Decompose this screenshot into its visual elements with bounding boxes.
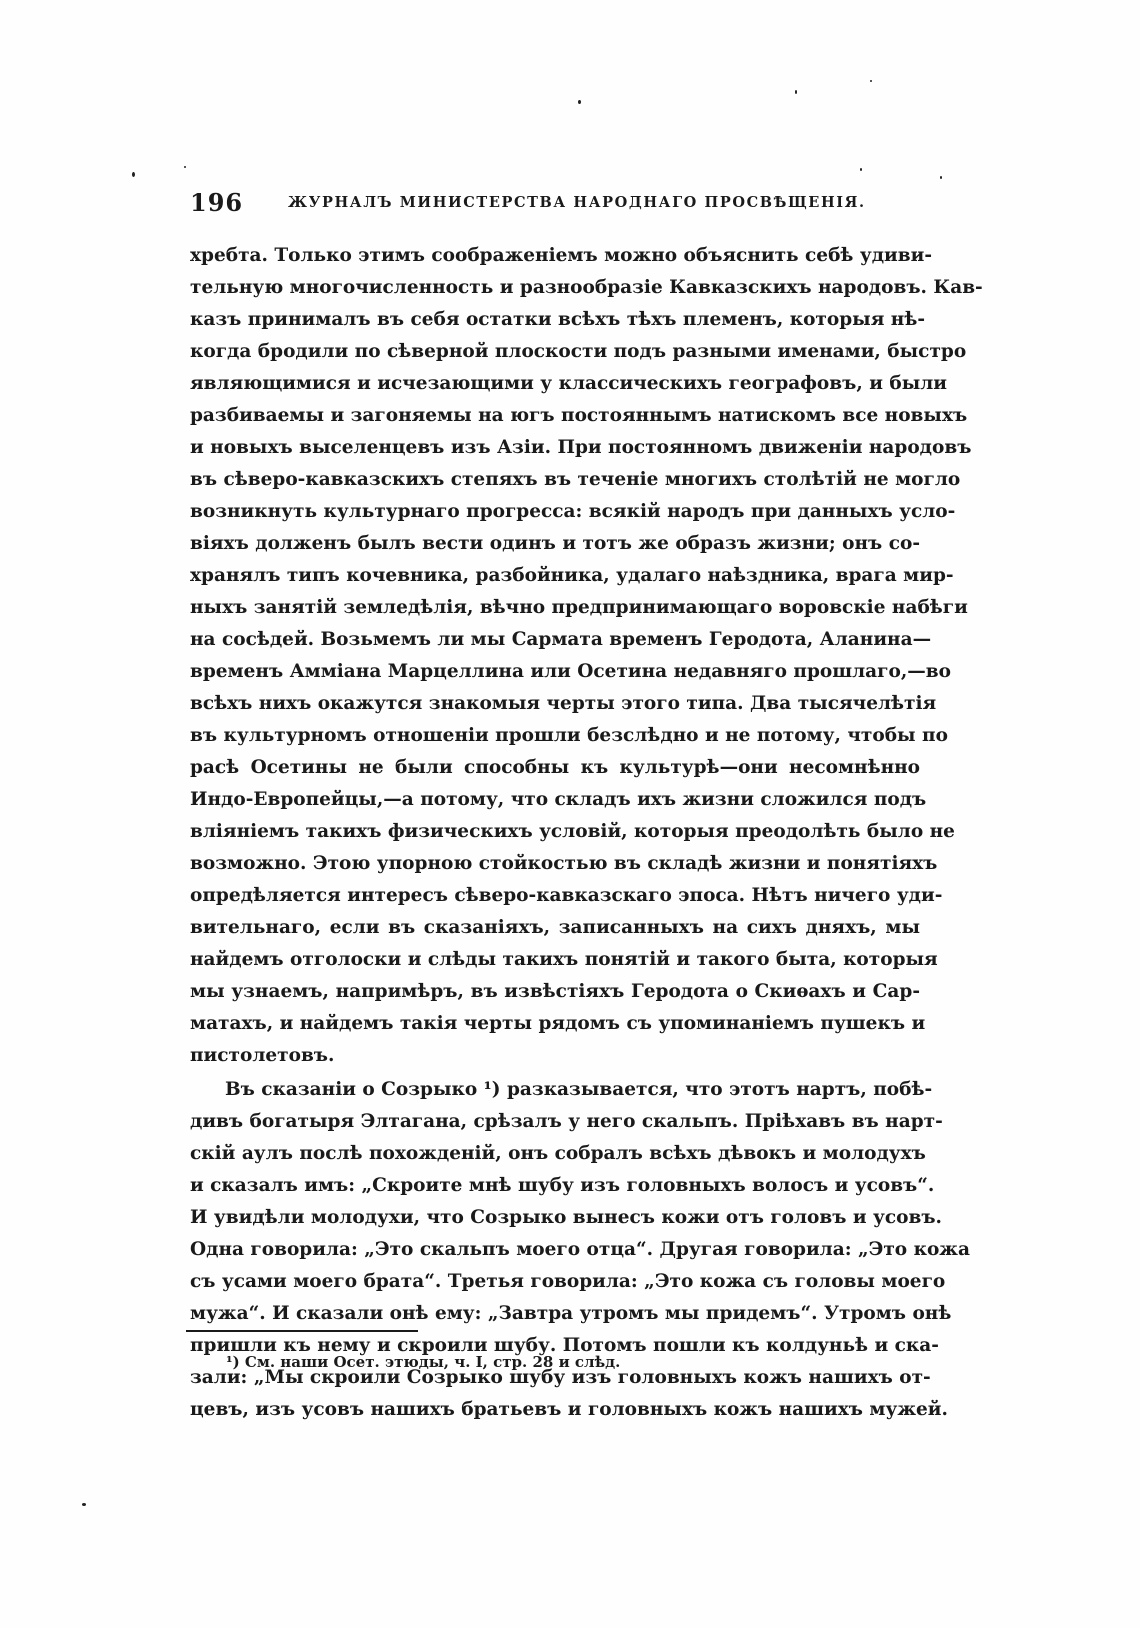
text-line: возможно. Этою упорною стойкостью въ складѣ жизни и понятіяхъ	[190, 853, 938, 874]
scan-speck	[870, 80, 872, 82]
text-line: вительнаго, если въ сказаніяхъ, записанныхъ на сихъ дняхъ, мы	[190, 917, 920, 938]
scan-speck	[82, 1503, 86, 1506]
page-number: 196	[190, 188, 244, 217]
text-line: віяхъ долженъ былъ вести одинъ и тотъ же образъ жизни; онъ со-	[190, 533, 920, 554]
text-line: Въ сказаніи о Созрыко ¹) разказывается, что этотъ нартъ, побѣ-	[225, 1079, 933, 1100]
text-line: въ культурномъ отношеніи прошли безслѣдно и не потому, чтобы по	[190, 725, 948, 746]
page-header	[190, 188, 920, 218]
text-line: хранялъ типъ кочевника, разбойника, удалаго наѣздника, врага мир-	[190, 565, 954, 586]
scan-speck	[184, 166, 186, 168]
scan-speck	[795, 90, 797, 94]
text-line: и сказалъ имъ: „Скроите мнѣ шубу изъ головныхъ волосъ и усовъ“.	[190, 1175, 935, 1196]
footnote: ¹) См. наши Осет. этюды, ч. I, стр. 28 и слѣд.	[226, 1353, 621, 1371]
text-line: пистолетовъ.	[190, 1045, 335, 1066]
text-line: когда бродили по сѣверной плоскости подъ разными именами, быстро	[190, 341, 967, 362]
text-line: тельную многочисленность и разнообразіе Кавказскихъ народовъ. Кав-	[190, 277, 983, 298]
text-line: опредѣляется интересъ сѣверо-кавказскаго эпоса. Нѣтъ ничего уди-	[190, 885, 943, 906]
text-line: И увидѣли молодухи, что Созрыко вынесъ кожи отъ головъ и усовъ.	[190, 1207, 942, 1228]
paragraph	[190, 1074, 970, 1426]
paragraph	[190, 240, 983, 1072]
text-line: матахъ, и найдемъ такія черты рядомъ съ упоминаніемъ пушекъ и	[190, 1013, 926, 1034]
scan-speck	[132, 172, 135, 177]
text-line: расѣ Осетины не были способны къ культурѣ—они несомнѣнно	[190, 757, 920, 778]
text-line: мужа“. И сказали онѣ ему: „Завтра утромъ мы придемъ“. Утромъ онѣ	[190, 1303, 952, 1324]
text-line: и новыхъ выселенцевъ изъ Азіи. При постоянномъ движеніи народовъ	[190, 437, 972, 458]
running-head: ЖУРНАЛЪ МИНИСТЕРСТВА НАРОДНАГО ПРОСВѢЩЕНІЯ.	[288, 194, 866, 211]
text-line: всѣхъ нихъ окажутся знакомыя черты этого типа. Два тысячелѣтія	[190, 693, 937, 714]
text-line: скій аулъ послѣ похожденій, онъ собралъ всѣхъ дѣвокъ и молодухъ	[190, 1143, 926, 1164]
text-line: Индо-Европейцы,—а потому, что складъ ихъ жизни сложился подъ	[190, 789, 927, 810]
text-line: пришли къ нему и скроили шубу. Потомъ пошли къ колдуньѣ и ска-	[190, 1335, 939, 1356]
text-line: цевъ, изъ усовъ нашихъ братьевъ и головныхъ кожъ нашихъ мужей.	[190, 1399, 948, 1420]
scan-speck	[860, 168, 862, 171]
text-line: ныхъ занятій земледѣлія, вѣчно предпринимающаго воровскіе набѣги	[190, 597, 968, 618]
text-line: хребта. Только этимъ соображеніемъ можно объяснить себѣ удиви-	[190, 245, 933, 266]
text-line: Одна говорила: „Это скальпъ моего отца“. Другая говорила: „Это кожа	[190, 1239, 970, 1260]
text-line: зали: „Мы скроили Созрыко шубу изъ головныхъ кожъ нашихъ от-	[190, 1367, 931, 1388]
text-line: дивъ богатыря Элтагана, срѣзалъ у него скальпъ. Пріѣхавъ въ нарт-	[190, 1111, 943, 1132]
body-text	[190, 240, 983, 1426]
text-line: возникнуть культурнаго прогресса: всякій народъ при данныхъ усло-	[190, 501, 956, 522]
text-line: въ сѣверо-кавказскихъ степяхъ въ теченіе многихъ столѣтій не могло	[190, 469, 961, 490]
text-line: съ усами моего брата“. Третья говорила: „Это кожа съ головы моего	[190, 1271, 946, 1292]
scan-speck	[940, 176, 942, 179]
text-line: найдемъ отголоски и слѣды такихъ понятій и такого быта, которыя	[190, 949, 938, 970]
scan-speck	[578, 100, 581, 104]
text-line: временъ Амміана Марцеллина или Осетина недавняго прошлаго,—во	[190, 661, 951, 682]
footnote-divider	[186, 1330, 418, 1332]
text-line: на сосѣдей. Возьмемъ ли мы Сармата временъ Геродота, Аланина—	[190, 629, 932, 650]
text-line: разбиваемы и загоняемы на югъ постояннымъ натискомъ все новыхъ	[190, 405, 968, 426]
text-line: казъ принималъ въ себя остатки всѣхъ тѣхъ племенъ, которыя нѣ-	[190, 309, 926, 330]
text-line: вліяніемъ такихъ физическихъ условій, которыя преодолѣть было не	[190, 821, 955, 842]
text-line: являющимися и исчезающими у классическихъ географовъ, и были	[190, 373, 948, 394]
text-line: мы узнаемъ, напримѣръ, въ извѣстіяхъ Геродота о Скиѳахъ и Сар-	[190, 981, 920, 1002]
